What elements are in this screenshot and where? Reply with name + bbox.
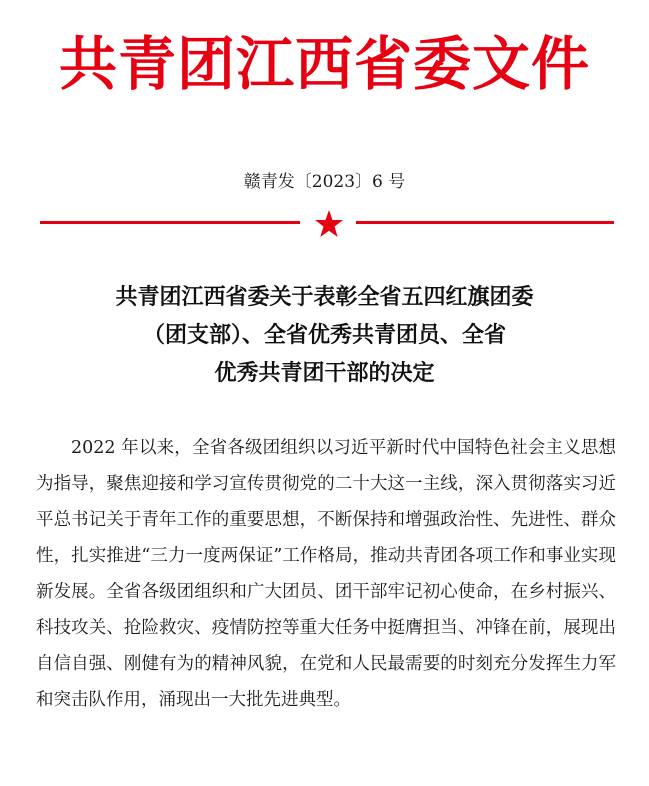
divider-rule-left [40,221,300,224]
star-icon [314,209,344,239]
document-number: 赣青发〔2023〕6 号 [243,172,406,192]
issuer-title: 共青团江西省委文件 [58,30,590,98]
divider-rule-right [356,221,614,224]
title-line: 共青团江西省委关于表彰全省五四红旗团委 [115,284,534,310]
body-paragraph: 2022 年以来，全省各级团组织以习近平新时代中国特色社会主义思想为指导，聚焦迎接和学习宣传贯彻党的二十大这一主线，深入贯彻落实习近平总书记关于青年工作的重要思想，不断保持和增强政治性、先进性、群众性，扎实推进“三力一度两保证”工作格局，推动共青团各项工作和事业实现新发展。全省各级团组织和广大团员、团干部牢记初心使命，在乡村振兴、科技攻关、抢险救灾、疫情防控等重大任务中挺膺担当、冲锋在前，展现出自信自强、刚健有为的精神风貌，在党和人民最需要的时刻充分发挥生力军和突击队作用，涌现出一大批先进典型。 [36,438,616,710]
document-title [0,278,649,392]
header-divider [0,213,649,233]
title-line: （团支部）、全省优秀共青团员、全省 [142,322,506,348]
title-line: 优秀共青团干部的决定 [214,360,435,386]
